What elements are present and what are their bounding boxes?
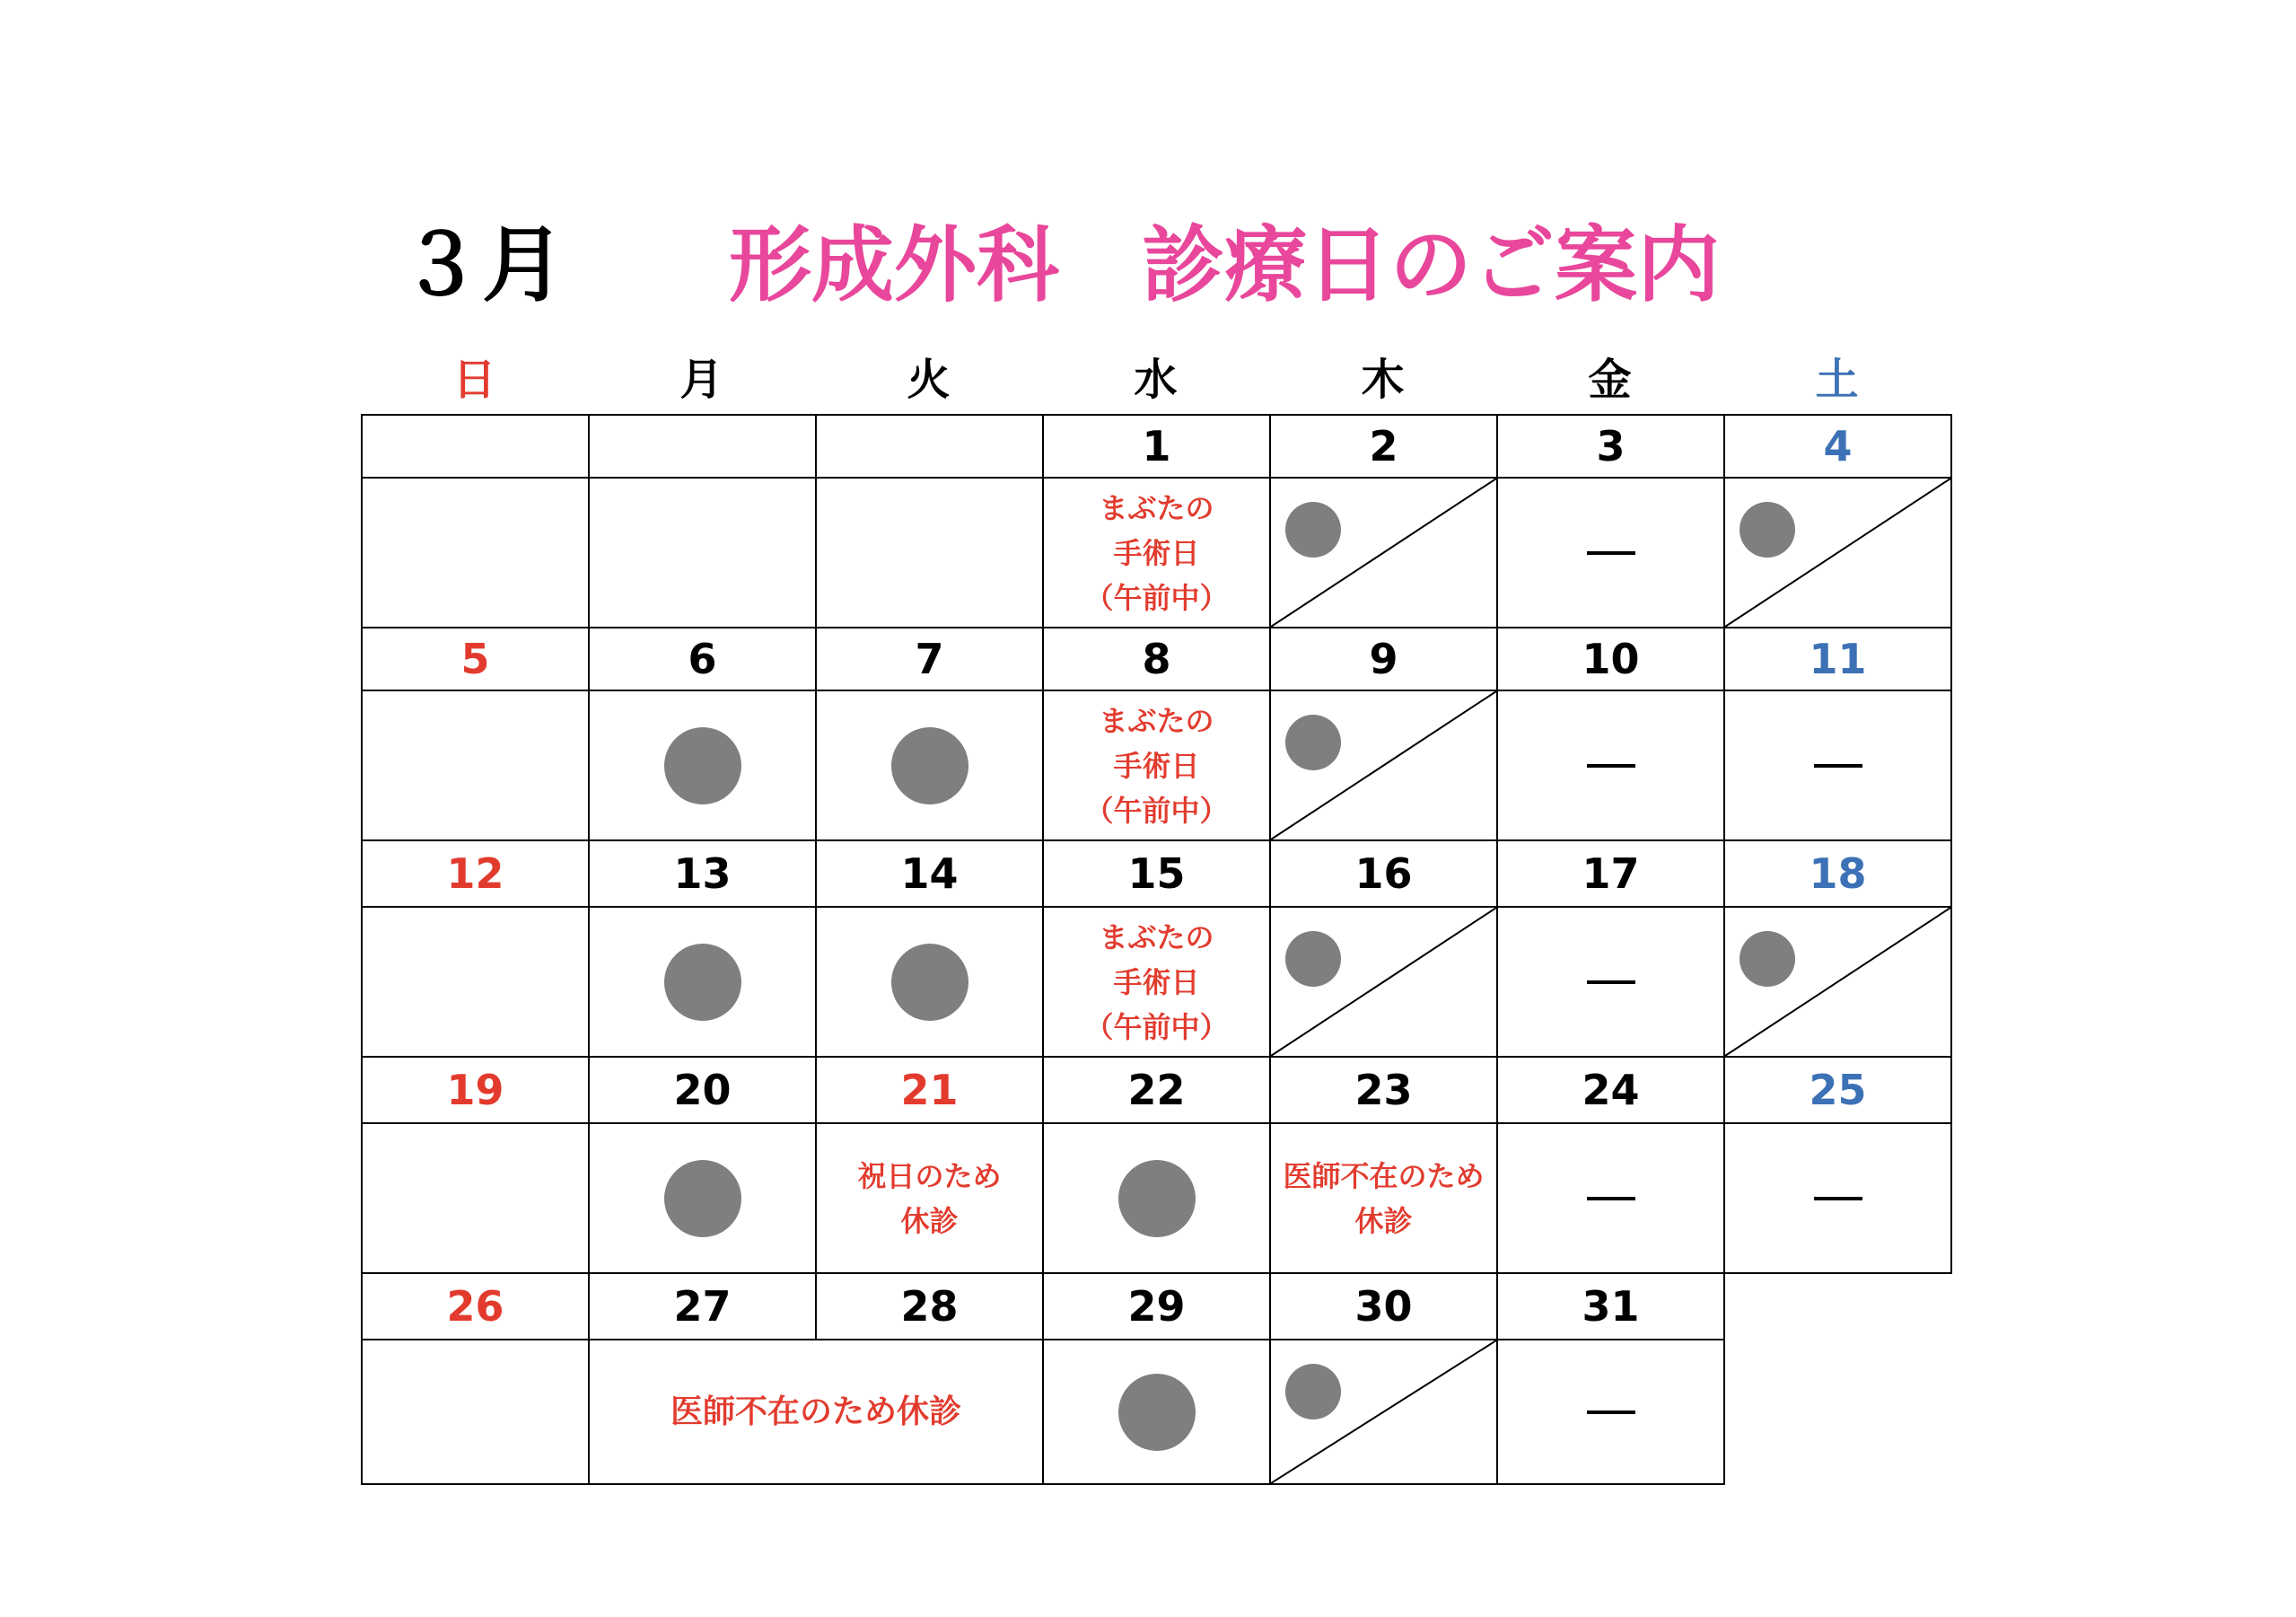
- small-circle-icon: [1740, 502, 1795, 558]
- dash-icon: [1814, 1197, 1862, 1200]
- surgery-note: まぶたの 手術日 （午前中）: [1084, 919, 1229, 1044]
- date-cell: 23: [1269, 1056, 1498, 1124]
- status-cell: [1042, 1339, 1271, 1485]
- morning-only-mark: [1271, 1340, 1496, 1483]
- date-cell: [588, 414, 817, 479]
- date-cell: 27: [588, 1272, 817, 1340]
- weekday-sat: 土: [1815, 355, 1859, 405]
- full-day-circle-icon: [664, 1160, 741, 1237]
- date-cell: 4: [1723, 414, 1952, 479]
- status-cell: [815, 1122, 1044, 1274]
- dash-icon: [1587, 1410, 1635, 1414]
- holiday-note: 祝日のため 休診: [857, 1158, 1002, 1238]
- morning-only-mark: [1271, 908, 1496, 1056]
- status-cell: [815, 690, 1044, 841]
- date-cell: 19: [361, 1056, 590, 1124]
- full-day-circle-icon: [664, 944, 741, 1021]
- date-cell: 7: [815, 627, 1044, 691]
- status-cell: [1269, 690, 1498, 841]
- status-cell-empty: [588, 477, 817, 628]
- date-cell: 28: [815, 1272, 1044, 1340]
- page-title: 形成外科 診療日のご案内: [729, 217, 1721, 313]
- status-cell: [1496, 690, 1725, 841]
- date-cell: 10: [1496, 627, 1725, 691]
- date-cell: 2: [1269, 414, 1498, 479]
- status-cell: [588, 1122, 817, 1274]
- weekday-wed: 水: [1134, 355, 1178, 405]
- date-cell: [361, 414, 590, 479]
- status-cell-empty: [361, 690, 590, 841]
- dash-icon: [1587, 551, 1635, 555]
- status-cell: [1269, 906, 1498, 1058]
- date-cell: 13: [588, 839, 817, 908]
- small-circle-icon: [1285, 502, 1341, 558]
- full-day-circle-icon: [1118, 1160, 1196, 1237]
- status-cell: [815, 906, 1044, 1058]
- weekday-sun: 日: [452, 355, 496, 405]
- status-cell: [1496, 906, 1725, 1058]
- status-cell-empty: [815, 477, 1044, 628]
- status-cell: [1723, 906, 1952, 1058]
- status-cell: [1042, 1122, 1271, 1274]
- month-label: ３月: [399, 217, 565, 313]
- status-cell-empty: [361, 1339, 590, 1485]
- date-cell: 31: [1496, 1272, 1725, 1340]
- date-cell: 8: [1042, 627, 1271, 691]
- morning-only-mark: [1271, 479, 1496, 627]
- small-circle-icon: [1285, 931, 1341, 987]
- status-cell: [1042, 906, 1271, 1058]
- date-cell-holiday: 21: [815, 1056, 1044, 1124]
- status-cell-empty: [361, 906, 590, 1058]
- full-day-circle-icon: [1118, 1374, 1196, 1451]
- dash-icon: [1587, 980, 1635, 984]
- weekday-mon: 月: [679, 355, 723, 405]
- morning-only-mark: [1725, 479, 1950, 627]
- date-cell: [815, 414, 1044, 479]
- date-cell: 29: [1042, 1272, 1271, 1340]
- date-cell: 22: [1042, 1056, 1271, 1124]
- status-cell: [1269, 1122, 1498, 1274]
- date-cell: 5: [361, 627, 590, 691]
- date-cell: 3: [1496, 414, 1725, 479]
- dash-icon: [1587, 1197, 1635, 1200]
- morning-only-mark: [1271, 691, 1496, 839]
- status-cell: [1723, 1122, 1952, 1274]
- status-cell: [1269, 1339, 1498, 1485]
- date-cell: 1: [1042, 414, 1271, 479]
- date-cell: 26: [361, 1272, 590, 1340]
- full-day-circle-icon: [891, 944, 968, 1021]
- status-cell-merged: [588, 1339, 1044, 1485]
- date-cell: 12: [361, 839, 590, 908]
- date-cell: 20: [588, 1056, 817, 1124]
- status-cell-empty: [361, 1122, 590, 1274]
- weekday-thu: 木: [1361, 355, 1405, 405]
- status-cell: [1723, 690, 1952, 841]
- date-cell: 25: [1723, 1056, 1952, 1124]
- date-cell: 24: [1496, 1056, 1725, 1124]
- surgery-note: まぶたの 手術日 （午前中）: [1084, 703, 1229, 828]
- date-cell: 15: [1042, 839, 1271, 908]
- surgery-note: まぶたの 手術日 （午前中）: [1084, 490, 1229, 615]
- date-cell: 16: [1269, 839, 1498, 908]
- date-cell: 11: [1723, 627, 1952, 691]
- morning-only-mark: [1725, 908, 1950, 1056]
- small-circle-icon: [1285, 715, 1341, 770]
- status-cell: [1723, 477, 1952, 628]
- full-day-circle-icon: [891, 727, 968, 804]
- date-cell: 14: [815, 839, 1044, 908]
- date-cell: 6: [588, 627, 817, 691]
- status-cell: [1496, 1122, 1725, 1274]
- doctor-absent-note: 医師不在のため 休診: [1283, 1158, 1485, 1238]
- weekday-fri: 金: [1588, 355, 1632, 405]
- status-cell-empty: [361, 477, 590, 628]
- date-cell: 17: [1496, 839, 1725, 908]
- small-circle-icon: [1740, 931, 1795, 987]
- status-cell: [588, 690, 817, 841]
- date-cell: 30: [1269, 1272, 1498, 1340]
- status-cell: [588, 906, 817, 1058]
- status-cell: [1042, 690, 1271, 841]
- small-circle-icon: [1285, 1364, 1341, 1419]
- date-cell: 9: [1269, 627, 1498, 691]
- status-cell: [1496, 1339, 1725, 1485]
- date-cell: 18: [1723, 839, 1952, 908]
- doctor-absent-note: 医師不在のため休診: [670, 1393, 961, 1430]
- status-cell: [1042, 477, 1271, 628]
- status-cell: [1269, 477, 1498, 628]
- status-cell: [1496, 477, 1725, 628]
- dash-icon: [1587, 764, 1635, 768]
- dash-icon: [1814, 764, 1862, 768]
- weekday-tue: 火: [907, 355, 951, 405]
- full-day-circle-icon: [664, 727, 741, 804]
